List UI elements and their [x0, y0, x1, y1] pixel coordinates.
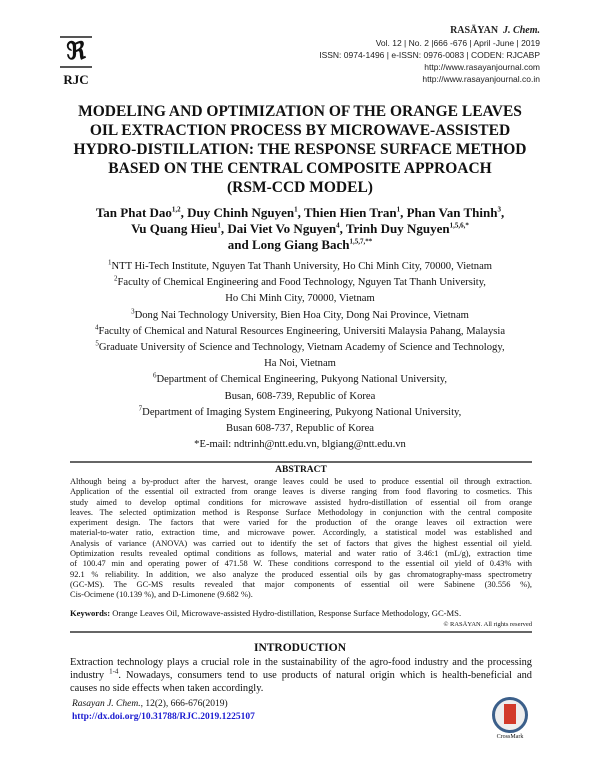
citation-details: , 12(2), 666-676(2019): [140, 699, 228, 709]
affiliation: Faculty of Chemical Engineering and Food Technology, Nguyen Tat Thanh University,: [117, 277, 486, 289]
introduction-body: [70, 656, 532, 695]
journal-url-1[interactable]: http://www.rasayanjournal.com: [424, 62, 540, 72]
copyright: © RASĀYAN. All rights reserved: [443, 621, 532, 628]
journal-name: [319, 25, 540, 37]
logo-text: RJC: [63, 72, 89, 87]
affiliation: NTT Hi-Tech Institute, Nguyen Tat Thanh University, Ho Chi Minh City, 70000, Vietnam: [111, 261, 493, 272]
crossmark-icon: [492, 697, 528, 733]
abstract-line: Optimization results revealed optimal conditions as follows, material and water ratio of 3.46:1 (mL/g), extraction time: [70, 549, 532, 559]
intro-text: . Nowadays, consumers tend to use products of natural origin which is health-beneficial and: [118, 670, 532, 681]
keywords-label: Keywords:: [70, 608, 111, 618]
affiliation: Department of Imaging System Engineering, Pukyong National University,: [142, 406, 462, 418]
affiliation-cont: Busan 608-737, Republic of Korea: [226, 423, 374, 435]
affiliation-cont: Busan, 608-739, Republic of Korea: [224, 390, 376, 402]
volume-line: Vol. 12 | No. 2 |666 -676 | April -June | 2019: [375, 38, 540, 48]
separator: ,: [297, 205, 304, 220]
abstract-line: material-to-water ratio, extraction time, and microwave power. Accordingly, a statistical model was established and: [70, 528, 532, 538]
logo-emblem-icon: ℜ: [60, 36, 92, 68]
intro-line: [70, 669, 532, 682]
author-affil: 4: [336, 221, 340, 230]
author-affil: 3: [497, 205, 501, 214]
journal-logo: [56, 36, 96, 88]
intro-line: causes no side effects when taken accordingly.: [70, 683, 264, 694]
abstract-line: of 100.47 min and operating power of 471.58 W. These conditions correspond to the essential oil yield of 0.43% with: [70, 559, 532, 569]
author-name: Thien Hien Tran: [303, 205, 397, 220]
abstract-line: Cis-Ocimene (10.139 %), and D-Limonene (9.682 %).: [70, 590, 253, 600]
reference-marker[interactable]: 1-4: [109, 667, 119, 676]
intro-text: industry: [70, 670, 110, 681]
author-name: Phan Van Thinh: [406, 205, 498, 220]
affil-number: 6: [152, 371, 157, 380]
author-affil: 1: [217, 221, 221, 230]
crossmark-label: CrossMark: [496, 734, 524, 740]
author-affil: 1,5,7,**: [349, 237, 373, 246]
abstract-line: leaves. The selected optimization method is Response Surface Methodology in conjunction with the central composite: [70, 507, 532, 517]
author-name: and Long Giang Bach: [227, 237, 350, 252]
affil-number: 4: [94, 323, 99, 332]
keywords: [70, 608, 532, 619]
title-line: (RSM-CCD MODEL): [227, 179, 373, 196]
introduction-heading: INTRODUCTION: [253, 642, 346, 654]
abstract-body: [70, 477, 532, 601]
abstract-line: 92.1 % reliability. In addition, we also analyze the produced essential oils by gas chromatography-mass spectrometry: [70, 569, 532, 579]
citation-journal: Rasayan J. Chem.: [72, 699, 141, 709]
separator: ,: [339, 221, 346, 236]
affiliation: Faculty of Chemical and Natural Resources Engineering, Universiti Malaysia Pahang, Malaysia: [98, 325, 506, 337]
affiliation: Graduate University of Science and Technology, Vietnam Academy of Science and Technology,: [98, 342, 505, 354]
separator: ,: [400, 205, 407, 220]
citation: [72, 698, 228, 710]
journal-suffix: J. Chem.: [503, 25, 540, 36]
abstract-bottom-rule: [70, 631, 532, 633]
crossmark-badge[interactable]: [485, 697, 535, 741]
author-list: [10, 205, 590, 253]
abstract-line: Application of the essential oil extracted from orange leaves is diverse ranging from food flavoring to cosmetics. This: [70, 487, 532, 497]
separator: ,: [500, 205, 505, 220]
affil-number: 7: [138, 404, 143, 413]
affil-number: 5: [95, 339, 99, 348]
abstract-top-rule: [70, 461, 532, 463]
abstract-line: experiment design. The factors that were varied for the production of the orange leaves oil extraction were: [70, 518, 532, 528]
journal-url-2[interactable]: http://www.rasayanjournal.co.in: [422, 74, 540, 84]
intro-line: Extraction technology plays a crucial role in the sustainability of the agro-food industry and the processing: [70, 657, 532, 668]
author-name: Vu Quang Hieu: [131, 221, 218, 236]
affil-number: 2: [114, 274, 118, 283]
abstract-heading: ABSTRACT: [275, 465, 327, 475]
affiliation: Dong Nai Technology University, Bien Hoa City, Dong Nai Province, Vietnam: [134, 309, 469, 321]
author-affil: 1,5,6,*: [449, 221, 469, 230]
contact-email[interactable]: *E-mail: ndtrinh@ntt.edu.vn, blgiang@ntt.edu.vn: [194, 439, 406, 451]
affiliation-cont: Ha Noi, Vietnam: [264, 358, 336, 370]
paper-title: [10, 102, 590, 197]
author-name: Duy Chinh Nguyen: [187, 205, 295, 220]
separator: ,: [220, 221, 228, 236]
affil-number: 3: [131, 307, 135, 316]
title-line: HYDRO-DISTILLATION: THE RESPONSE SURFACE METHOD: [73, 141, 527, 158]
affiliation-cont: Ho Chi Minh City, 70000, Vietnam: [225, 293, 375, 305]
abstract-line: Although being a by-product after the harvest, orange leaves could be used to produce essential oil through extraction.: [70, 477, 532, 486]
author-affil: 1,2: [171, 205, 181, 214]
affil-number: 1: [107, 258, 112, 267]
doi-link[interactable]: http://dx.doi.org/10.31788/RJC.2019.1225107: [72, 712, 255, 722]
abstract-line: study aimed to develop optimal conditions for microwave assisted hydro-distillation of essential oil from orange: [70, 497, 532, 507]
title-line: BASED ON THE CENTRAL COMPOSITE APPROACH: [108, 160, 492, 177]
author-name: Trinh Duy Nguyen: [345, 221, 450, 236]
abstract-line: Analysis of variance (ANOVA) was carried out to identify the set of factors that gives the highest essential oil yield.: [70, 538, 532, 548]
affiliations: [10, 259, 590, 453]
author-affil: 1: [294, 205, 298, 214]
title-line: MODELING AND OPTIMIZATION OF THE ORANGE LEAVES: [78, 103, 522, 120]
author-name: Dai Viet Vo Nguyen: [227, 221, 337, 236]
abstract-line: (GC-MS). The GC-MS results revealed that major components of essential oil were Sabinene (30.556 %),: [70, 579, 532, 589]
separator: ,: [180, 205, 188, 220]
journal-header: [319, 25, 540, 85]
title-line: OIL EXTRACTION PROCESS BY MICROWAVE-ASSISTED: [89, 122, 511, 139]
journal-name-text: RASĀYAN: [450, 25, 499, 36]
affiliation: Department of Chemical Engineering, Pukyong National University,: [156, 374, 448, 386]
author-affil: 1: [396, 205, 401, 214]
keywords-text: Orange Leaves Oil, Microwave-assisted Hydro-distillation, Response Surface Methodology, GC-MS.: [110, 608, 462, 618]
author-name: Tan Phat Dao: [95, 205, 172, 220]
issn-line: ISSN: 0974-1496 | e-ISSN: 0976-0083 | CODEN: RJCABP: [319, 50, 540, 60]
